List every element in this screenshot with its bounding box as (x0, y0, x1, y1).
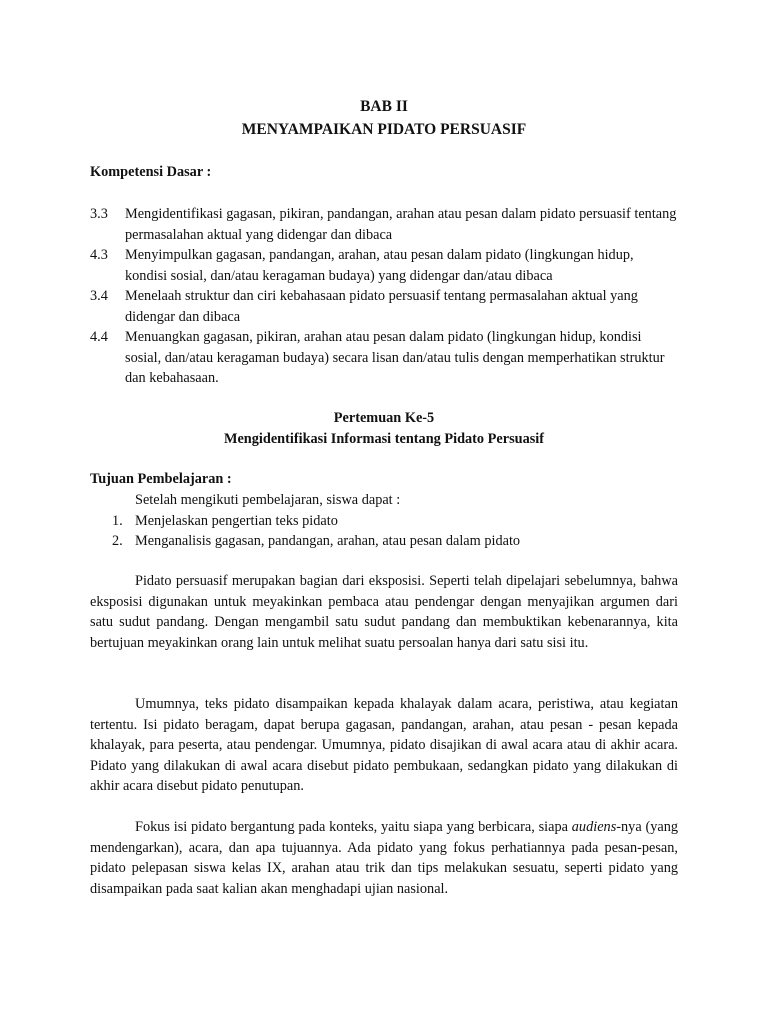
tujuan-item (90, 511, 678, 532)
kompetensi-number: 4.3 (90, 247, 108, 263)
paragraph-3-text-before: Fokus isi pidato bergantung pada konteks, yaitu siapa yang berbicara, siapa (135, 819, 572, 835)
paragraph-1: Pidato persuasif merupakan bagian dari eksposisi. Seperti telah dipelajari sebelumnya, bahwa eksposisi digunakan untuk meyakinkan pembaca atau pendengar dengan menyajikan argumen dari satu sudut pandang. Dengan mengambil satu sudut pandang dan membuktikan kebenarannya, kita bertujuan meyakinkan orang lain untuk melihat suatu persoalan hanya dari satu sisi itu. (90, 573, 678, 651)
chapter-title (90, 95, 678, 141)
pertemuan-subtitle: Mengidentifikasi Informasi tentang Pidato Persuasif (223, 431, 545, 447)
tujuan-number: 2. (112, 533, 123, 549)
kompetensi-item (90, 286, 678, 327)
kompetensi-number: 4.4 (90, 329, 108, 345)
tujuan-text: Menganalisis gagasan, pandangan, arahan, atau pesan dalam pidato (135, 533, 521, 549)
kompetensi-number: 3.3 (90, 206, 108, 222)
paragraph-3 (90, 817, 678, 899)
chapter-subtitle: MENYAMPAIKAN PIDATO PERSUASIF (241, 121, 527, 138)
tujuan-intro: Setelah mengikuti pembelajaran, siswa dapat : (135, 492, 401, 508)
tujuan-section (90, 490, 678, 552)
paragraph-2: Umumnya, teks pidato disampaikan kepada khalayak dalam acara, peristiwa, atau kegiatan tertentu. Isi pidato beragam, dapat berupa gagasan, pandangan, arahan, atau pesan - pesan kepada khalayak, para peserta, atau pendengar. Umumnya, pidato disajikan di awal acara atau di akhir acara. Pidato yang dilakukan di awal acara disebut pidato pembukaan, sedangkan pidato yang dilakukan di akhir acara disebut pidato penutupan. (90, 696, 678, 794)
pertemuan-heading (90, 408, 678, 450)
kompetensi-text: Mengidentifikasi gagasan, pikiran, pandangan, arahan atau pesan dalam pidato persuasif tentang permasalahan aktual yang didengar dan dibaca (125, 206, 677, 243)
tujuan-heading: Tujuan Pembelajaran : (90, 471, 232, 487)
kompetensi-list (90, 204, 678, 389)
kompetensi-text: Menyimpulkan gagasan, pandangan, arahan, atau pesan dalam pidato (lingkungan hidup, kondisi sosial, dan/atau keragaman budaya) yang didengar dan/atau dibaca (125, 247, 634, 284)
kompetensi-item (90, 204, 678, 245)
paragraph-3-italic-term: audiens (571, 819, 617, 835)
kompetensi-text: Menuangkan gagasan, pikiran, arahan atau pesan dalam pidato (lingkungan hidup, kondisi sosial, dan/atau keragaman budaya) secara lisan dan/atau tulis dengan memperhatikan struktur dan kebahasaan. (125, 329, 665, 386)
tujuan-text: Menjelaskan pengertian teks pidato (135, 512, 338, 529)
kompetensi-item (90, 327, 678, 389)
kompetensi-text: Menelaah struktur dan ciri kebahasaan pidato persuasif tentang permasalahan aktual yang didengar dan dibaca (125, 288, 638, 325)
tujuan-number: 1. (112, 512, 123, 529)
kompetensi-item (90, 245, 678, 286)
kompetensi-heading: Kompetensi Dasar : (90, 164, 212, 180)
chapter-number: BAB II (360, 98, 408, 115)
tujuan-item (90, 531, 678, 552)
paragraph-3-text-after: -nya (yang mendengarkan), acara, dan apa tujuannya. Ada pidato yang fokus perhatiannya pada pesan-pesan, pidato pelepasan siswa kelas IX, arahan atau trik dan tips melakukan sesuatu, seperti pidato yang disampaikan pada saat kalian akan menghadapi ujian nasional. (90, 819, 679, 897)
pertemuan-title: Pertemuan Ke-5 (333, 410, 435, 426)
kompetensi-number: 3.4 (90, 288, 108, 304)
